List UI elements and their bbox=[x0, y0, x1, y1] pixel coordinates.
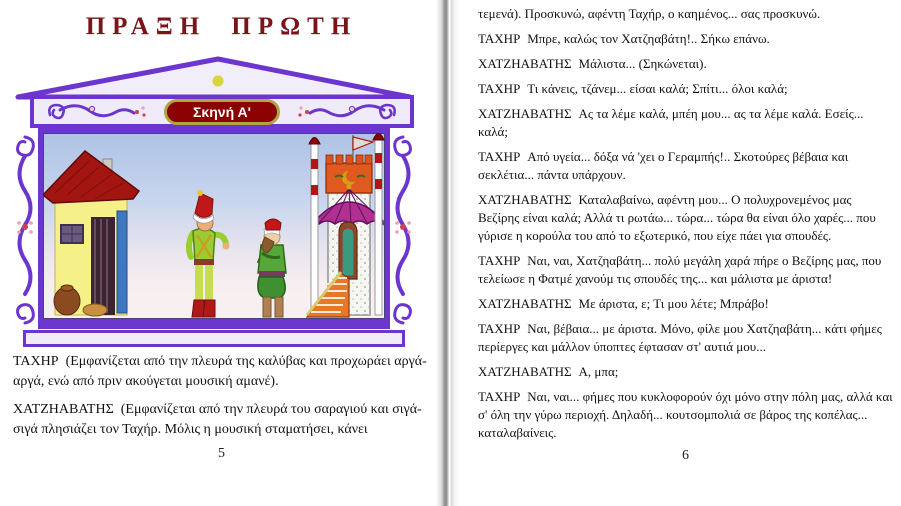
dialogue-text: Ναι, ναι, Χατζηαβάτη... πολύ μεγάλη χαρά πήρε ο Βεζίρης μας, που τελείωσε η Φατμέ χανούμ τις σπουδές της... και μάλιστα με άριστα! bbox=[478, 253, 882, 286]
speaker-name: ΧΑΤΖΗΑΒΑΤΗΣ bbox=[478, 106, 572, 121]
theatre-base-bar bbox=[23, 330, 405, 347]
dialogue-paragraph bbox=[478, 5, 893, 23]
dialogue-paragraph bbox=[478, 30, 893, 48]
stage-directions bbox=[13, 352, 437, 448]
dialogue-paragraph bbox=[478, 252, 893, 288]
act-title: ΠΡΑΞΗ ΠΡΩΤΗ bbox=[85, 13, 358, 40]
dialogue-paragraph bbox=[13, 400, 437, 439]
speaker-name: ΤΑΧΗΡ bbox=[13, 354, 59, 369]
hut-illustration bbox=[43, 151, 139, 316]
stage bbox=[38, 128, 390, 329]
dialogue-paragraph bbox=[478, 363, 893, 381]
page-number-right: 6 bbox=[682, 448, 689, 463]
page-number-left: 5 bbox=[218, 446, 225, 461]
dialogue-paragraph bbox=[478, 295, 893, 313]
dialogue-text: Α, μπα; bbox=[578, 364, 619, 379]
dialogue-text: (Εμφανίζεται από την πλευρά του σαραγιού και σιγά-σιγά πλησιάζει τον Ταχήρ. Μόλις η μουσική σταματήσει, κάνει bbox=[13, 402, 422, 437]
dialogue-text: Ναι, ναι... φήμες που κυκλοφορούν όχι μόνο στην πόλη μας, αλλά και σ' όλη την γύρω περιοχή. Δηλαδή... κουτσομπολιά σε βάρος της κοπέλας... καταλαβαίνεις. bbox=[478, 389, 893, 440]
scroll-ornament-left-icon bbox=[40, 99, 158, 125]
dialogue-paragraph bbox=[478, 320, 893, 356]
dialogue-text: Ναι, βέβαια... με άριστα. Μόνο, φίλε μου Χατζηαβάτη... κάτι φήμες περίεργες και μάλλον ύποπτες έφτασαν στ' αυτιά μου... bbox=[478, 321, 882, 354]
speaker-name: ΤΑΧΗΡ bbox=[478, 149, 521, 164]
dialogue-text: Μπρε, καλώς τον Χατζηαβάτη!.. Σήκω επάνω. bbox=[527, 31, 770, 46]
dialogue-paragraph bbox=[13, 352, 437, 391]
dialogue-text: Καταλαβαίνω, αφέντη μου... Ο πολυχρονεμένος μας Βεζίρης είναι καλά; Αλλά τι ρωτάω... τώρα... τώρα θα είναι όλο χαρές... που γύρισε η κορούλα του από το εξωτερικό, που είχε πάει για σπουδές. bbox=[478, 192, 876, 243]
dialogue-paragraph bbox=[478, 80, 893, 98]
puppet-theatre-illustration bbox=[14, 56, 414, 350]
tahir-figure bbox=[189, 190, 230, 317]
pediment-icon bbox=[14, 56, 414, 100]
column-ornament-left-icon bbox=[12, 130, 38, 330]
dialogue-text: τεμενά). Προσκυνώ, αφέντη Ταχήρ, ο καημένος... σας προσκυνώ. bbox=[478, 6, 821, 21]
speaker-name: ΤΑΧΗΡ bbox=[478, 253, 521, 268]
speaker-name: ΧΑΤΖΗΑΒΑΤΗΣ bbox=[478, 192, 572, 207]
scene-badge: Σκηνή Α' bbox=[164, 99, 280, 125]
speaker-name: ΧΑΤΖΗΑΒΑΤΗΣ bbox=[13, 402, 114, 417]
speaker-name: ΤΑΧΗΡ bbox=[478, 321, 521, 336]
dialogue-text: Μάλιστα... (Σηκώνεται). bbox=[578, 56, 707, 71]
hatziavatis-figure bbox=[258, 219, 286, 317]
dialogue-text: Τι κάνεις, τζάνεμ... είσαι καλά; Σπίτι... όλοι καλά; bbox=[527, 81, 788, 96]
speaker-name: ΤΑΧΗΡ bbox=[478, 31, 521, 46]
dialogue-paragraph bbox=[478, 148, 893, 184]
dialogue-paragraph bbox=[478, 388, 893, 442]
speaker-name: ΤΑΧΗΡ bbox=[478, 81, 521, 96]
dialogue-text: Με άριστα, ε; Τι μου λέτε; Μπράβο! bbox=[578, 296, 769, 311]
speaker-name: ΧΑΤΖΗΑΒΑΤΗΣ bbox=[478, 56, 572, 71]
scroll-ornament-right-icon bbox=[286, 99, 404, 125]
dialogue-text: Από υγεία... δόξα νά 'χει ο Γεραμπής!.. Σκοτούρες βέβαια και σεκλέτια... πάντα υπάρχουν. bbox=[478, 149, 849, 182]
dialogue-paragraph bbox=[478, 55, 893, 73]
dialogue-text: (Εμφανίζεται από την πλευρά της καλύβας και προχωράει αργά-αργά, ενώ από πριν ακούγεται μουσική αμανέ). bbox=[13, 354, 427, 389]
left-page bbox=[0, 0, 443, 506]
castle-illustration bbox=[307, 134, 384, 318]
book-gutter bbox=[436, 0, 460, 506]
frieze bbox=[30, 95, 414, 128]
dialogue-paragraph bbox=[478, 105, 893, 141]
dialogue-paragraph bbox=[478, 191, 893, 245]
right-page bbox=[460, 0, 901, 506]
dialogue-text: Ας τα λέμε καλά, μπέη μου... ας τα λέμε καλά. Εσείς... καλά; bbox=[478, 106, 864, 139]
speaker-name: ΤΑΧΗΡ bbox=[478, 389, 521, 404]
speaker-name: ΧΑΤΖΗΑΒΑΤΗΣ bbox=[478, 296, 572, 311]
dialogue-column bbox=[478, 5, 893, 449]
column-ornament-right-icon bbox=[390, 130, 416, 330]
speaker-name: ΧΑΤΖΗΑΒΑΤΗΣ bbox=[478, 364, 572, 379]
